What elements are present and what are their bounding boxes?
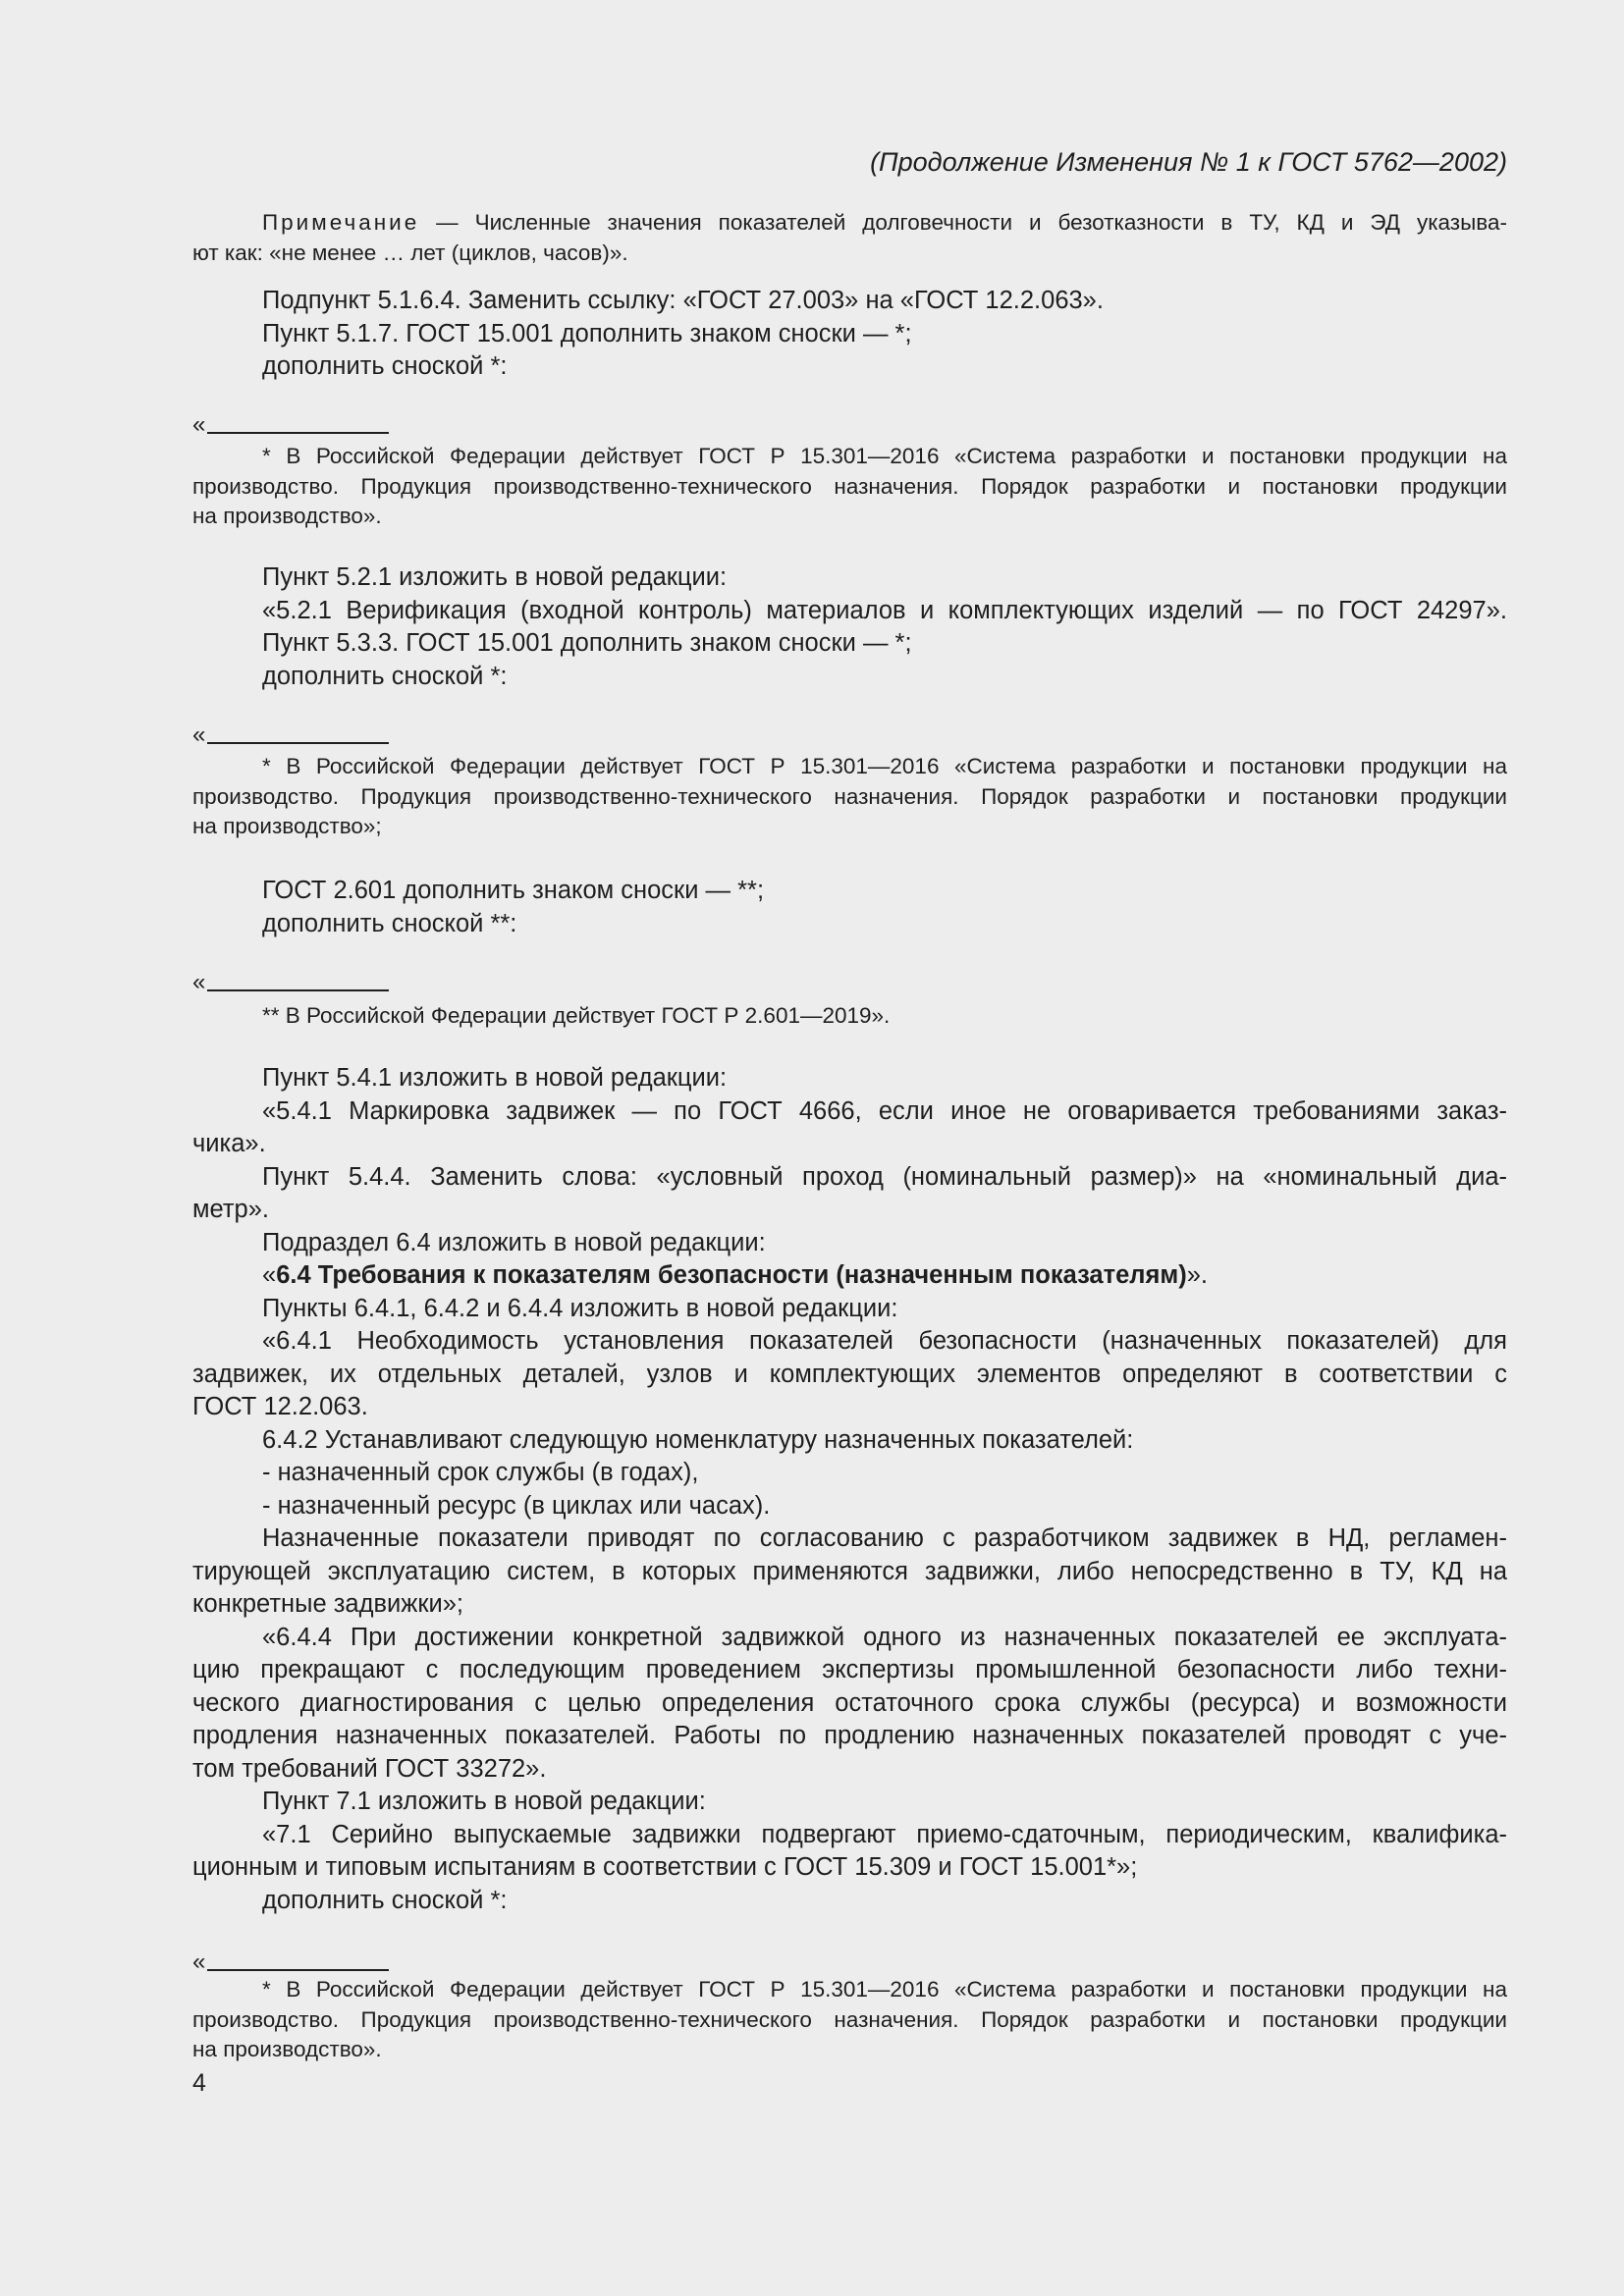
footnote-1-line-2: производство. Продукция производственно-технического назначения. Порядок разработки и постановки продукции: [192, 473, 1507, 499]
clause-6-4-1-line-2: задвижек, их отдельных деталей, узлов и комплектующих элементов определяют в соответствии с: [192, 1360, 1507, 1388]
close-quote: ».: [1186, 1261, 1208, 1289]
footnote-4-line-2: производство. Продукция производственно-технического назначения. Порядок разработки и постановки продукции: [192, 2006, 1507, 2032]
footnote-2-line-3: на производство»;: [192, 814, 382, 838]
quote-mark: «: [192, 1949, 206, 1975]
clause-7-1-intro: Пункт 7.1 изложить в новой редакции:: [262, 1788, 706, 1815]
quote-mark: «: [192, 721, 206, 748]
amendment-block-2: [192, 561, 1507, 693]
subclause-5-1-6-4: Подпункт 5.1.6.4. Заменить ссылку: «ГОСТ 27.003» на «ГОСТ 12.2.063».: [262, 287, 1104, 314]
footnote-separator: [207, 989, 389, 991]
page-number: 4: [192, 2069, 206, 2097]
note-line-1: [192, 208, 1507, 239]
clause-5-1-7: Пункт 5.1.7. ГОСТ 15.001 дополнить знаком сноски — *;: [262, 319, 912, 347]
note-line-2: ют как: «не менее … лет (циклов, часов)».: [192, 240, 628, 265]
clause-5-2-1-text: «5.2.1 Верификация (входной контроль) материалов и комплектующих изделий — по ГОСТ 24297».: [262, 596, 1507, 624]
assigned-indicators-line-2: тирующей эксплуатацию систем, в которых применяются задвижки, либо непосредственно в ТУ, КД на: [192, 1557, 1507, 1585]
footnote-4-line-3: на производство».: [192, 2037, 382, 2061]
footnote-rule-4: [192, 1949, 1507, 1975]
clause-6-4-4-line-5: том требований ГОСТ 33272».: [192, 1754, 547, 1783]
note-text: — Численные значения показателей долговечности и безотказности в ТУ, КД и ЭД указыва-: [419, 210, 1507, 235]
clause-6-4-2: 6.4.2 Устанавливают следующую номенклатуру назначенных показателей:: [262, 1425, 1134, 1454]
clause-7-1-line-2: ционным и типовым испытаниям в соответствии с ГОСТ 15.309 и ГОСТ 15.001*»;: [192, 1853, 1138, 1881]
footnote-rule-1: [192, 412, 1507, 438]
footnote-2-line-2: производство. Продукция производственно-технического назначения. Порядок разработки и постановки продукции: [192, 783, 1507, 809]
footnote-1-line-3: на производство».: [192, 504, 382, 528]
clause-5-4-1-intro: Пункт 5.4.1 изложить в новой редакции:: [262, 1064, 728, 1092]
note-block: [192, 208, 1507, 268]
amendment-block-4: [192, 1062, 1507, 1917]
clause-6-4-4-line-2: цию прекращают с последующим проведением экспертизы промышленной безопасности либо техни-: [192, 1656, 1507, 1683]
running-header: (Продолжение Изменения № 1 к ГОСТ 5762—2002): [870, 147, 1507, 177]
footnote-3-line-1: ** В Российской Федерации действует ГОСТ Р 2.601—2019».: [262, 1003, 891, 1028]
amendment-block-3: [192, 875, 1507, 940]
clauses-6-4-x-intro: Пункты 6.4.1, 6.4.2 и 6.4.4 изложить в новой редакции:: [262, 1294, 898, 1322]
add-footnote-2: дополнить сноской *:: [262, 662, 508, 690]
footnote-separator: [207, 1969, 389, 1971]
assigned-indicators-line-1: Назначенные показатели приводят по согласованию с разработчиком задвижек в НД, регламен-: [262, 1524, 1507, 1552]
clause-5-4-1-line-2: чика».: [192, 1130, 266, 1157]
clause-6-4-4-line-4: продления назначенных показателей. Работы по продлению назначенных показателей проводят с уче-: [192, 1722, 1507, 1749]
footnote-rule-2: [192, 722, 1507, 748]
footnote-4: [192, 1975, 1507, 2065]
clause-6-4-2-item-2: - назначенный ресурс (в циклах или часах).: [262, 1491, 771, 1520]
note-label: Примечание: [262, 210, 420, 235]
quote-mark: «: [192, 411, 206, 438]
subsection-6-4-intro: Подраздел 6.4 изложить в новой редакции:: [262, 1228, 766, 1256]
quote-mark: «: [192, 969, 206, 995]
clause-5-2-1-intro: Пункт 5.2.1 изложить в новой редакции:: [262, 563, 728, 591]
add-footnote-3: дополнить сноской **:: [262, 909, 517, 937]
gost-2-601-mark: ГОСТ 2.601 дополнить знаком сноски — **;: [262, 877, 765, 904]
clause-5-4-4-line-1: Пункт 5.4.4. Заменить слова: «условный проход (номинальный размер)» на «номинальный диа-: [262, 1162, 1507, 1191]
add-footnote-1: дополнить сноской *:: [262, 352, 508, 380]
footnote-3: [192, 1001, 1507, 1032]
clause-6-4-4-line-1: «6.4.4 При достижении конкретной задвижкой одного из назначенных показателей ее эксплуата-: [262, 1623, 1507, 1651]
footnote-2: [192, 752, 1507, 842]
subsection-6-4-heading: 6.4 Требования к показателям безопасности (назначенным показателям): [276, 1261, 1187, 1289]
footnote-4-line-1: * В Российской Федерации действует ГОСТ Р 15.301—2016 «Система разработки и постановки продукции на: [262, 1977, 1507, 2002]
clause-5-3-3: Пункт 5.3.3. ГОСТ 15.001 дополнить знаком сноски — *;: [262, 629, 912, 657]
footnote-separator: [207, 742, 389, 744]
footnote-separator: [207, 432, 389, 434]
footnote-2-line-1: * В Российской Федерации действует ГОСТ Р 15.301—2016 «Система разработки и постановки продукции на: [262, 754, 1507, 778]
clause-5-4-4-line-2: метр».: [192, 1196, 269, 1223]
footnote-1-line-1: * В Российской Федерации действует ГОСТ Р 15.301—2016 «Система разработки и постановки продукции на: [262, 444, 1507, 468]
assigned-indicators-line-3: конкретные задвижки»;: [192, 1590, 464, 1618]
clause-6-4-2-item-1: - назначенный срок службы (в годах),: [262, 1459, 699, 1486]
add-footnote-4: дополнить сноской *:: [262, 1886, 508, 1914]
subsection-6-4-title: [192, 1259, 1507, 1293]
clause-6-4-1-line-1: «6.4.1 Необходимость установления показателей безопасности (назначенных показателей) для: [262, 1327, 1507, 1355]
clause-6-4-1-line-3: ГОСТ 12.2.063.: [192, 1393, 368, 1420]
footnote-rule-3: [192, 970, 1507, 995]
clause-7-1-line-1: «7.1 Серийно выпускаемые задвижки подвергают приемо-сдаточным, периодическим, квалифика-: [262, 1820, 1507, 1848]
clause-5-4-1-line-1: «5.4.1 Маркировка задвижек — по ГОСТ 4666, если иное не оговаривается требованиями заказ-: [262, 1096, 1507, 1125]
clause-6-4-4-line-3: ческого диагностирования с целью определения остаточного срока службы (ресурса) и возможности: [192, 1688, 1507, 1717]
footnote-1: [192, 442, 1507, 532]
open-quote: «: [262, 1261, 277, 1289]
amendment-block-1: [192, 285, 1507, 384]
